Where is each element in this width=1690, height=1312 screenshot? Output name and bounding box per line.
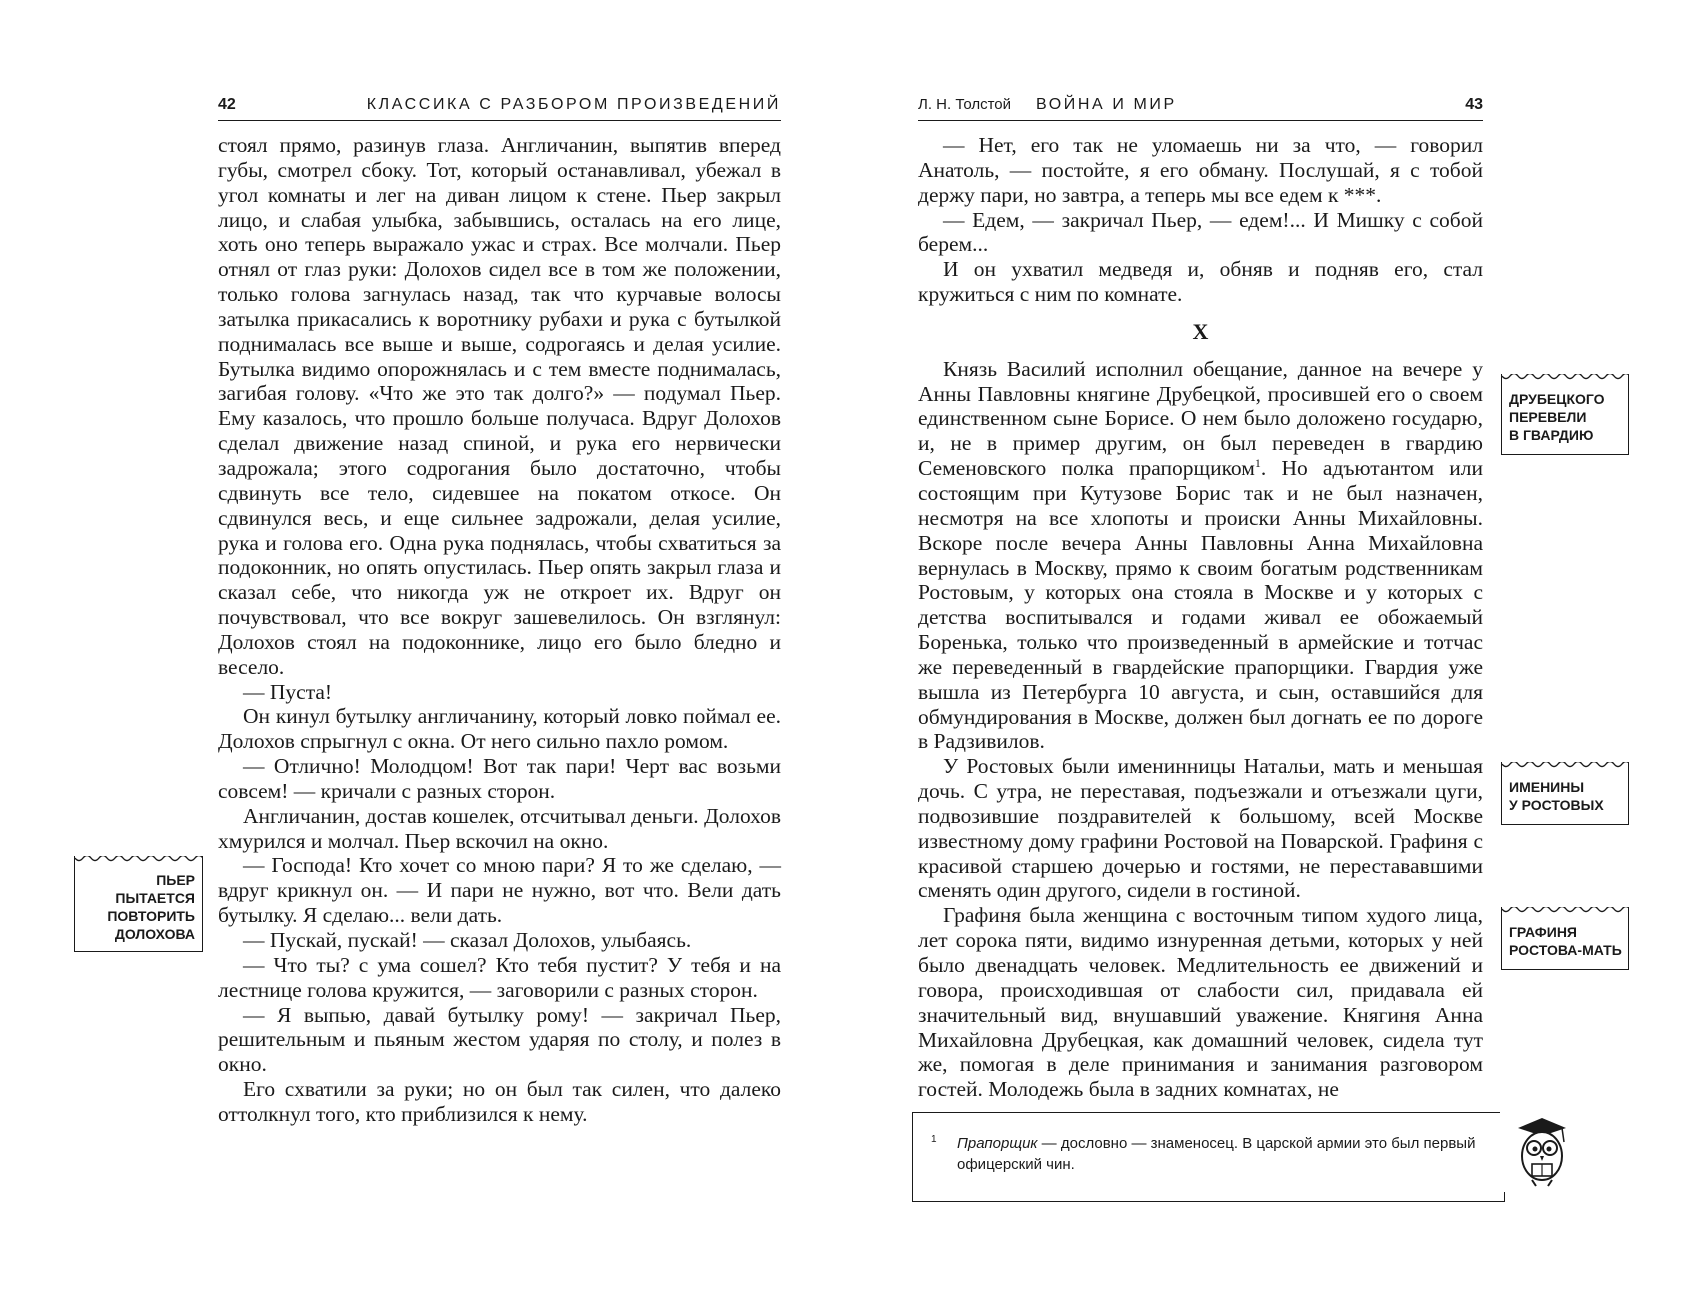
left-running-head (218, 94, 781, 121)
paragraph: — Нет, его так не уломаешь ни за что, — говорил Анатоль, — постойте, я его обману. Послушай, я с тобой держу пари, но завтра, а теперь мы все едем к ***. (918, 133, 1483, 207)
right-body-text (918, 133, 1483, 1102)
side-note-text: ИМЕНИНЫ У РОСТОВЫХ (1509, 779, 1604, 813)
left-body-text (218, 133, 781, 1127)
wavy-edge-icon (75, 856, 202, 864)
paragraph: Его схватили за руки; но он был так силен, что далеко оттолкнул того, кто приблизился к нему. (218, 1077, 781, 1126)
paragraph: — Я выпью, давай бутылку рому! — закричал Пьер, решительным и пьяным жестом ударяя по столу, и полез в окно. (218, 1002, 781, 1077)
paragraph: — Господа! Кто хочет со мною пари? Я то же сделаю, — вдруг крикнул он. — И пари не нужно, вот что. Вели дать бутылку. Я сделаю... вели дать. (218, 853, 781, 928)
running-title: КЛАССИКА С РАЗБОРОМ ПРОИЗВЕДЕНИЙ (366, 96, 781, 113)
chapter-heading: X (1192, 318, 1209, 344)
paragraph: Князь Василий исполнил обещание, данное на вечере у Анны Павловны княгине Друбецкой, просившей его о своем единственном сыне Борисе. О нем было доложено государю, и, не в пример другим, он был переведен в гвардию Семеновского полка прапорщиком$^1$. Но адъютантом или состоящим при Кутузове Борис так и не был назначен, несмотря на все хлопоты и происки Анны Михайловны. Вскоре после вечера Анны Павловны Анна Михайловна вернулась в Москву, прямо к своим богатым родственникам Ростовым, у которых она стояла в Москве и у которых с детства воспитывался и годами живал ее обожаемый Боренька, только что произведенный в армейские и тотчас же переведенный в гвардейские прапорщики. Гвардия уже вышла из Петербурга 10 августа, и сын, оставшийся для обмундирования в Москве, должен был догнать ее по дороге в Радзивилов. (918, 356, 1483, 754)
side-note-countess (1501, 907, 1629, 970)
side-note-drubetskoy (1501, 374, 1629, 455)
wavy-edge-icon (1502, 762, 1628, 770)
paragraph: Графиня была женщина с восточным типом худого лица, лет сорока пяти, видимо изнуренная детьми, которых у ней было двенадцать человек. Медлительность ее движений и говора, происходившая от слабости сил, придавала ей значительный вид, внушавший уважение. Княгиня Анна Михайловна Друбецкая, как домашний человек, сидела тут же, помогая в деле принимания и занимания разговором гостей. Молодежь была в задних комнатах, не (918, 903, 1483, 1102)
footnote-mark: 1 (931, 1134, 937, 1145)
paragraph: И он ухватил медведя и, обняв и подняв его, стал кружиться с ним по комнате. (918, 257, 1483, 307)
paragraph: Он кинул бутылку англичанину, который ловко поймал ее. Долохов спрыгнул с окна. От него сильно пахло ромом. (218, 704, 781, 754)
paragraph: стоял прямо, разинув глаза. Англичанин, выпятив вперед губы, смотрел сбоку. Тот, который останавливал, убежал в угол комнаты и лег на диван лицом к стене. Пьер закрыл лицо, и слабая улыбка, забывшись, осталась на его лице, хоть оно теперь выражало ужас и страх. Все молчали. Пьер отнял от глаз руки: Долохов сидел все в том же положении, только голова загнулась назад, так что курчавые волосы затылка прикасались к воротнику рубахи и рука с бутылкой поднималась все выше и выше, содрогаясь и делая усилие. Бутылка видимо опорожнялась и с тем вместе поднималась, загибая голову. «Что же это так долго?» — подумал Пьер. Ему казалось, что прошло больше получаса. Вдруг Долохов сделал движение назад спиной, и рука его нервически задрожала; этого содрогания было достаточно, чтобы сдвинуть все тело, сидевшее на покатом откосе. Он сдвинулся весь, и еще сильнее задрожали, делая усилие, рука и голова его. Одна рука поднялась, чтобы схватиться за подоконник, но опять опустилась. Пьер опять закрыл глаза и сказал себе, что никогда уж не откроет их. Вдруг он почувствовал, что все вокруг зашевелилось. Он взглянул: Долохов стоял на подоконнике, лицо его было бледно и весело. (218, 133, 781, 679)
author-name: Л. Н. Толстой (918, 96, 1012, 113)
page-number: 43 (1465, 96, 1483, 113)
paragraph: — Пуста! (243, 679, 333, 704)
paragraph: — Что ты? с ума сошел? Кто тебя пустит? У тебя и на лестнице голова кружится, — заговорили с разных сторон. (218, 952, 781, 1002)
wavy-edge-icon (1502, 374, 1628, 382)
side-note-text: ПЬЕР ПЫТАЕТСЯ ПОВТОРИТЬ ДОЛОХОВА (107, 872, 195, 942)
paragraph: Англичанин, достав кошелек, отсчитывал деньги. Долохов хмурился и молчал. Пьер вскочил на окно. (218, 803, 781, 853)
right-running-head (918, 94, 1483, 121)
footnote-text: Прапорщик — дословно — знаменосец. В царской армии это был первый офицерский чин. (957, 1135, 1476, 1173)
paragraph: У Ростовых были именинницы Натальи, мать и меньшая дочь. С утра, не переставая, подъезжали и отъезжали цуги, подвозившие поздравителей к большому, всей Москве известному дому графини Ростовой на Поварской. Графиня с красивой старшею дочерью и гостями, не перестававшими сменять один другого, сидели в гостиной. (918, 754, 1483, 903)
side-note-text: ГРАФИНЯ РОСТОВА-МАТЬ (1509, 924, 1622, 958)
paragraph: — Отлично! Молодцом! Вот так пари! Черт вас возьми совсем! — кричали с разных сторон. (218, 754, 781, 803)
wavy-edge-icon (1502, 907, 1628, 915)
side-note-name-day (1501, 762, 1629, 825)
paragraph: — Едем, — закричал Пьер, — едем!... И Мишку с собой берем... (918, 207, 1483, 257)
footnote-reference[interactable]: 1 (1254, 455, 1261, 470)
owl-reader-icon (1500, 1112, 1580, 1192)
paragraph: — Пускай, пускай! — сказал Долохов, улыбаясь. (243, 928, 692, 952)
side-note-text: ДРУБЕЦКОГО ПЕРЕВЕЛИ В ГВАРДИЮ (1509, 391, 1605, 443)
side-note-pierre (74, 856, 203, 952)
footnote (912, 1112, 1505, 1202)
page-number: 42 (218, 96, 236, 113)
running-title: ВОЙНА И МИР (1036, 96, 1177, 113)
